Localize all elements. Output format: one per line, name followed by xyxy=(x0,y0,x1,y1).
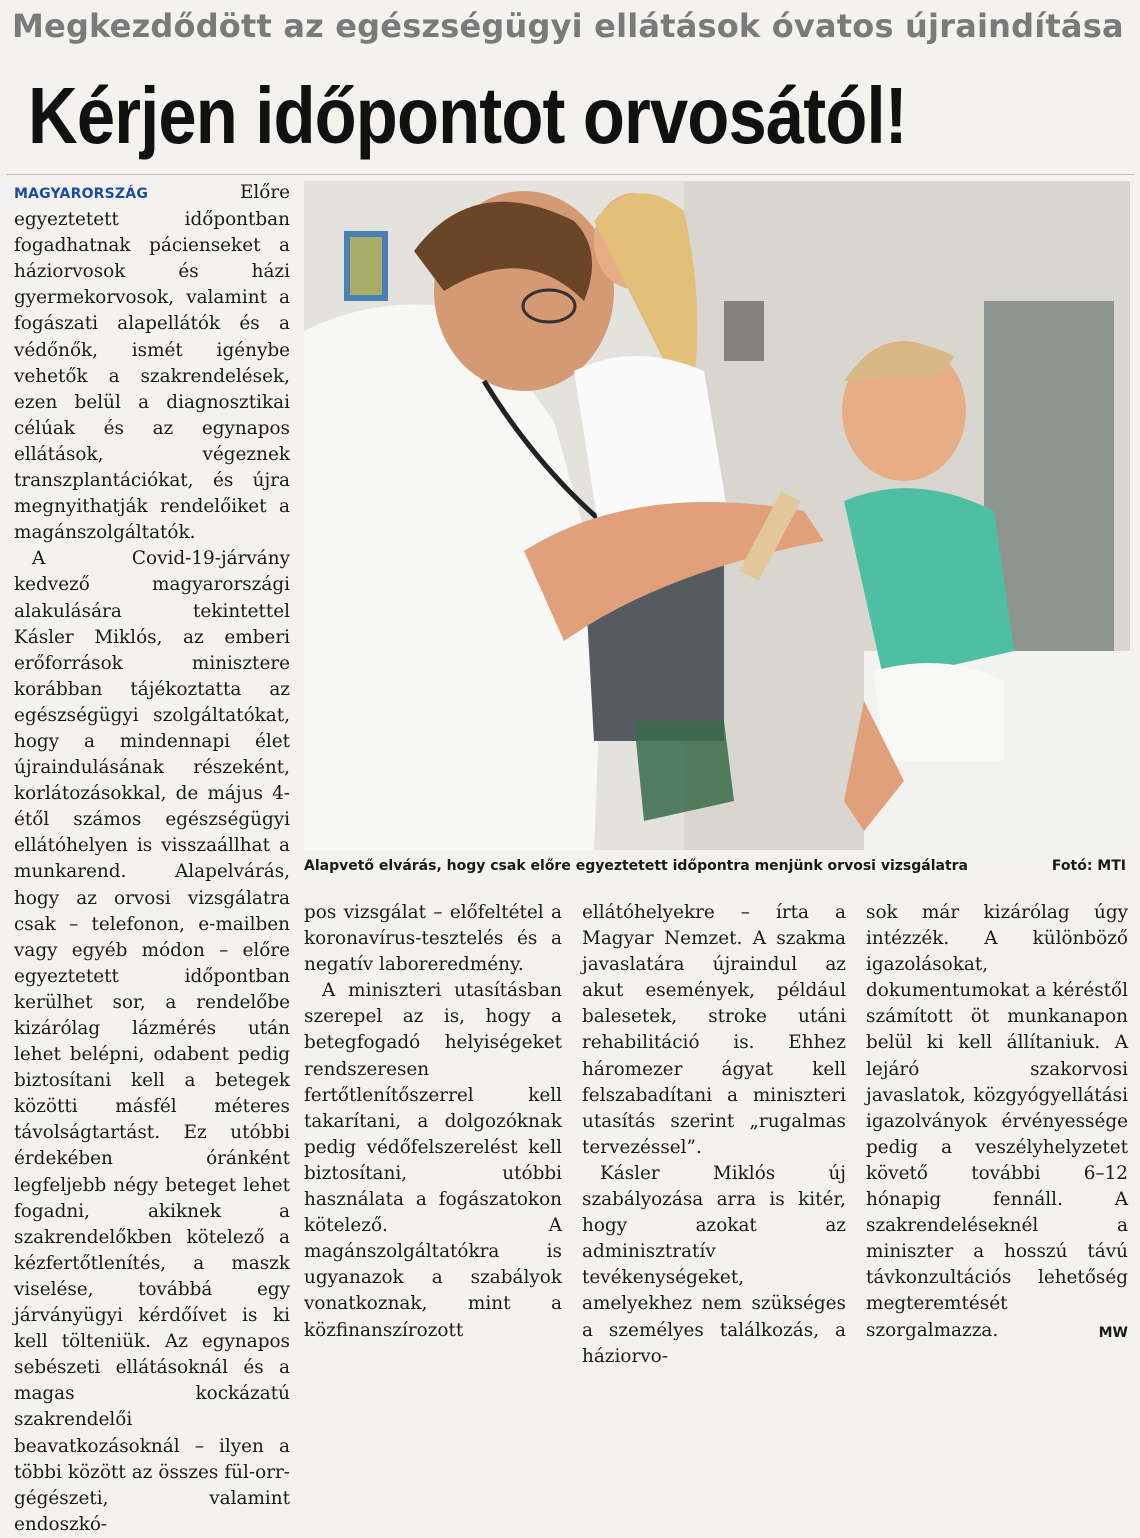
paragraph-7-text: sok már kizárólag úgy intézzék. A különböző igazolásokat, dokumentumokat a kéréstől számított öt munkanapon belül ki kell állítaniuk. A lejáró szakorvosi javaslatok, közgyógyellátási igazolványok érvényessége pedig a veszélyhelyzetet követő további 6–12 hónapig fennáll. A szakrendeléseknél a miniszter a hosszú távú távkonzultációs lehetőség megteremtését szorgalmazza. xyxy=(866,902,1128,1341)
article-column-1 xyxy=(14,180,290,1535)
paragraph-5: ellátóhelyekre – írta a Magyar Nemzet. A szakma javaslatára újraindul az akut események, például balesetek, stroke utáni rehabilitáció is. Ehhez háromezer ágyat kell felszabadítani a miniszteri utasítás szerint „rugalmas tervezéssel”. xyxy=(582,902,846,1158)
photo-credit: Fotó: MTI xyxy=(1051,858,1126,874)
lead-text: Előre egyeztetett időpontban fogadhatnak pácienseket a háziorvosok és házi gyermekorvosok, valamint a fogászati alapellátók és a védőnők, ismét igénybe vehetők a szakrendelések, ezen belül a diagnosztikai célúak és az egynapos ellátások, végeznek transzplantációkat, és újra megnyithatják rendelőiket a magánszolgáltatók. xyxy=(14,182,290,544)
photo-caption xyxy=(304,854,1130,878)
article-column-4 xyxy=(866,900,1128,1341)
article-column-3 xyxy=(582,900,846,1367)
dateline: MAGYARORSZÁG xyxy=(14,186,149,202)
paragraph-1 xyxy=(14,180,290,546)
kicker: Megkezdődött az egészségügyi ellátások óvatos újraindítása xyxy=(12,7,1124,45)
paragraph-2: A Covid-19-járvány kedvező magyarországi alakulására tekintettel Kásler Miklós, az emberi erőforrások minisztere korábban tájékoztatta az egészségügyi szolgáltatókat, hogy a mindennapi élet újraindulásának részeként, korlátozásokkal, de május 4-étől számos egészségügyi ellátóhelyen is visszaállhat a munkarend. Alapelvárás, hogy az orvosi vizsgálatra csak – telefonon, e-mailben vagy egyéb módon – előre egyeztetett időpontban kerülhet sor, a rendelőbe kizárólag lázmérés után lehet belépni, odabent pedig biztosítani kell a betegek közötti másfél méteres távolságtartást. Ez utóbbi érdekében óránként legfeljebb négy beteget lehet fogadni, akiknek a szakrendelőkben kötelező a kézfertőtlenítés, a maszk viselése, továbbá egy járványügyi kérdőívet is ki kell tölteniük. Az egynapos sebészeti ellátásoknál és a magas kockázatú szakrendelői beavatkozásoknál – ilyen a többi között az összes fül-orr-gégészeti, valamint endoszkó- xyxy=(14,548,290,1535)
article-photo xyxy=(304,181,1130,850)
paragraph-3: pos vizsgálat – előfeltétel a koronavírus-tesztelés és a negatív laboreredmény. xyxy=(304,902,562,976)
paragraph-4: A miniszteri utasításban szerepel az is, hogy a betegfogadó helyiségeket rendszeresen fertőtlenítőszerrel kell takarítani, a dolgozóknak pedig védőfelszerelést kell biztosítani, utóbbi használata a fogászatokon kötelező. A magánszolgáltatókra is ugyanazok a szabályok vonatkoznak, mint a közfinanszírozott xyxy=(304,980,562,1341)
caption-text: Alapvető elvárás, hogy csak előre egyeztetett időpontra menjünk orvosi vizsgálatra xyxy=(304,858,968,874)
article-column-2 xyxy=(304,900,562,1341)
headline: Kérjen időpontot orvosától! xyxy=(28,71,907,160)
paragraph-7 xyxy=(866,900,1128,1344)
divider xyxy=(6,174,1134,175)
paragraph-6: Kásler Miklós új szabályozása arra is kitér, hogy azokat az adminisztratív tevékenységeket, amelyekhez nem szükséges a személyes találkozás, a háziorvo- xyxy=(582,1162,846,1367)
photo-illustration xyxy=(304,181,1130,850)
byline: MW xyxy=(1098,1324,1128,1341)
